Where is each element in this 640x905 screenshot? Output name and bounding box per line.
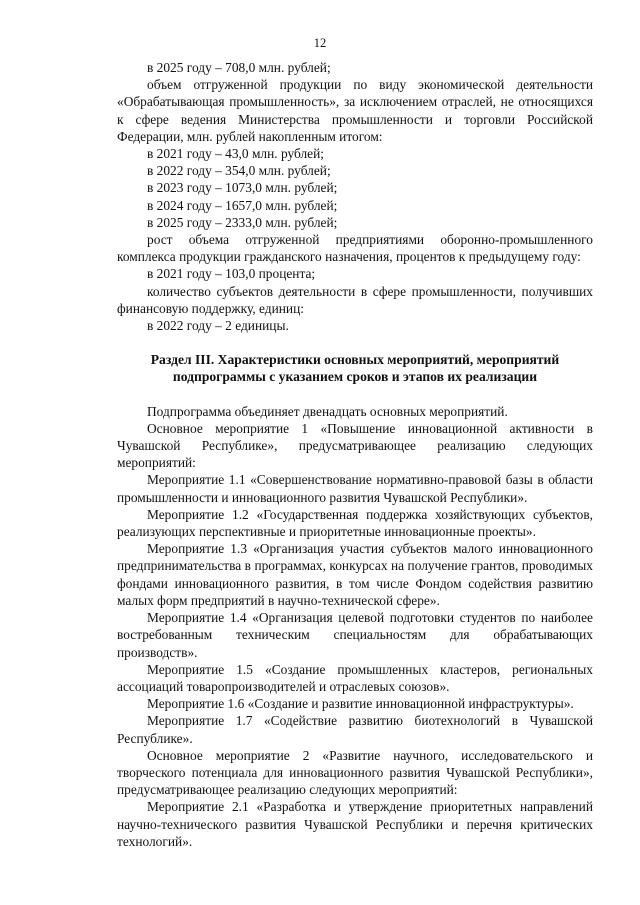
- paragraph: Мероприятие 1.6 «Создание и развитие инновационной инфраструктуры».: [147, 696, 574, 712]
- document-body: [117, 59, 593, 850]
- paragraph: в 2025 году – 2333,0 млн. рублей;: [147, 214, 338, 230]
- paragraph: Подпрограмма объединяет двенадцать основных мероприятий.: [147, 403, 508, 419]
- page-number: 12: [313, 36, 327, 50]
- paragraph: в 2021 году – 103,0 процента;: [147, 266, 316, 282]
- paragraph: в 2025 году – 708,0 млн. рублей;: [147, 60, 331, 75]
- paragraph: в 2022 году – 354,0 млн. рублей;: [147, 163, 331, 179]
- paragraph: Мероприятие 1.2 «Государственная поддержка хозяйствующих субъектов, реализующих перспективные и приоритетные инновационные проекты».: [117, 506, 593, 540]
- paragraph: рост объема отгруженной предприятиями оборонно-промышленного комплекса продукции гражданского назначения, процентов к предыдущему году:: [117, 232, 593, 265]
- paragraph: объем отгруженной продукции по виду экономической деятельности «Обрабатывающая промышленность», за исключением отраслей, не относящихся к сфере ведения Министерства промышленности и торговли Российской Федерации, млн. рублей накопленным итогом:: [117, 77, 593, 144]
- paragraph: Основное мероприятие 2 «Развитие научного, исследовательского и творческого потенциала для инновационного развития Чувашской Республики», предусматривающее реализацию следующих мероприятий:: [117, 747, 593, 798]
- paragraph: Мероприятие 1.3 «Организация участия субъектов малого инновационного предпринимательства в программах, конкурсах на получение грантов, проводимых фондами инновационного развития, в том числе Фондом содействия развитию малых форм предприятий в научно-технической сфере».: [117, 541, 593, 608]
- paragraph: в 2021 году – 43,0 млн. рублей;: [147, 146, 324, 162]
- paragraph: Мероприятие 1.1 «Совершенствование нормативно-правовой базы в области промышленности и инновационного развития Чувашской Республики».: [117, 472, 593, 505]
- section-heading: Раздел III. Характеристики основных мероприятий, мероприятий подпрограммы с указанием сроков и этапов их реализации: [150, 352, 560, 385]
- paragraph: в 2024 году – 1657,0 млн. рублей;: [147, 197, 338, 213]
- paragraph: количество субъектов деятельности в сфере промышленности, получивших финансовую поддержку, единиц:: [117, 283, 593, 316]
- paragraph: Мероприятие 1.7 «Содействие развитию биотехнологий в Чувашской Республике».: [117, 713, 593, 746]
- paragraph: Мероприятие 1.5 «Создание промышленных кластеров, региональных ассоциаций товаропроизводителей и отраслевых союзов».: [117, 661, 593, 694]
- paragraph: Основное мероприятие 1 «Повышение инновационной активности в Чувашской Республике», предусматривающее реализацию следующих мероприятий:: [117, 420, 593, 471]
- paragraph: в 2023 году – 1073,0 млн. рублей;: [147, 180, 338, 196]
- paragraph: в 2022 году – 2 единицы.: [147, 318, 289, 334]
- paragraph: Мероприятие 2.1 «Разработка и утверждение приоритетных направлений научно-технического развития Чувашской Республики и перечня критических технологий».: [117, 799, 593, 849]
- paragraph: Мероприятие 1.4 «Организация целевой подготовки студентов по наиболее востребованным техническим специальностям для обрабатывающих производств».: [117, 610, 593, 660]
